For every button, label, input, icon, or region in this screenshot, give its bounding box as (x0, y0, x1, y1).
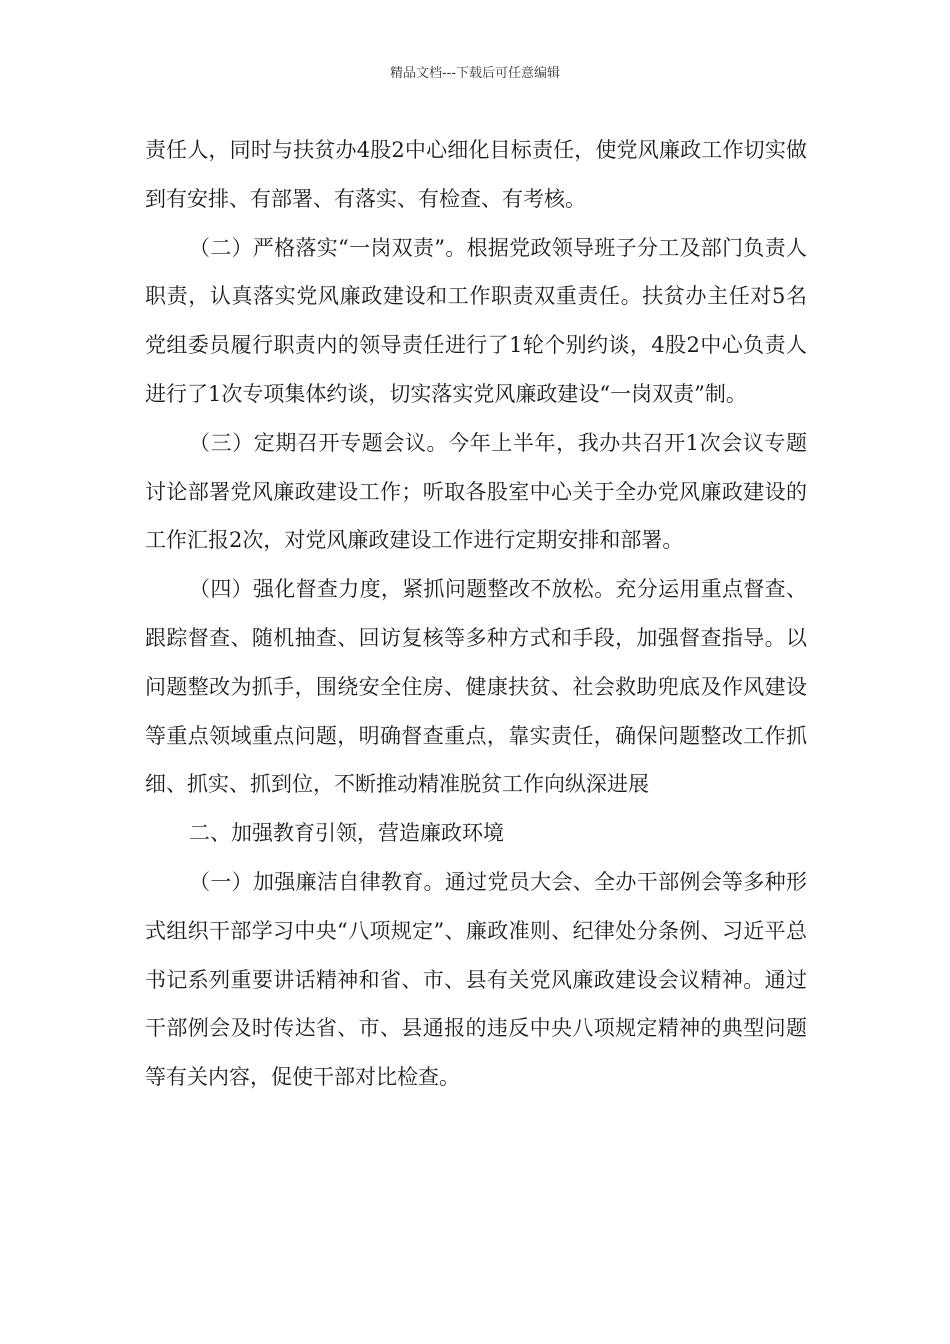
paragraph-section-4: （四）强化督查力度，紧抓问题整改不放松。充分运用重点督查、跟踪督查、随机抽查、回访复核等多种方式和手段，加强督查指导。以问题整改为抓手，围绕安全住房、健康扶贫、社会救助兜底及作风建设等重点领域重点问题，明确督查重点，靠实责任，确保问题整改工作抓细、抓实、抓到位，不断推动精准脱贫工作向纵深进展 (145, 577, 807, 797)
document-body (145, 126, 807, 1102)
paragraph-subsection-1: （一）加强廉洁自律教育。通过党员大会、全办干部例会等多种形式组织干部学习中央“八项规定”、廉政准则、纪律处分条例、习近平总书记系列重要讲话精神和省、市、县有关党风廉政建设会议精神。通过干部例会及时传达省、市、县通报的违反中央八项规定精神的典型问题等有关内容，促使干部对比检查。 (145, 869, 807, 1090)
page-header: 精品文档---下载后可任意编辑 (389, 66, 561, 81)
section-heading-2: 二、加强教育引领，营造廉政环境 (189, 821, 504, 846)
paragraph-section-3: （三）定期召开专题会议。今年上半年，我办共召开1次会议专题讨论部署党风廉政建设工作；听取各股室中心关于全办党风廉政建设的工作汇报2次，对党风廉政建设工作进行定期安排和部署。 (145, 430, 807, 553)
paragraph-continuation: 责任人，同时与扶贫办4股2中心细化目标责任，使党风廉政工作切实做到有安排、有部署、有落实、有检查、有考核。 (145, 138, 807, 211)
paragraph-section-2: （二）严格落实“一岗双责”。根据党政领导班子分工及部门负责人职责，认真落实党风廉政建设和工作职责双重责任。扶贫办主任对5名党组委员履行职责内的领导责任进行了1轮个别约谈，4股2中心负责人进行了1次专项集体约谈，切实落实党风廉政建设“一岗双责”制。 (145, 235, 807, 406)
